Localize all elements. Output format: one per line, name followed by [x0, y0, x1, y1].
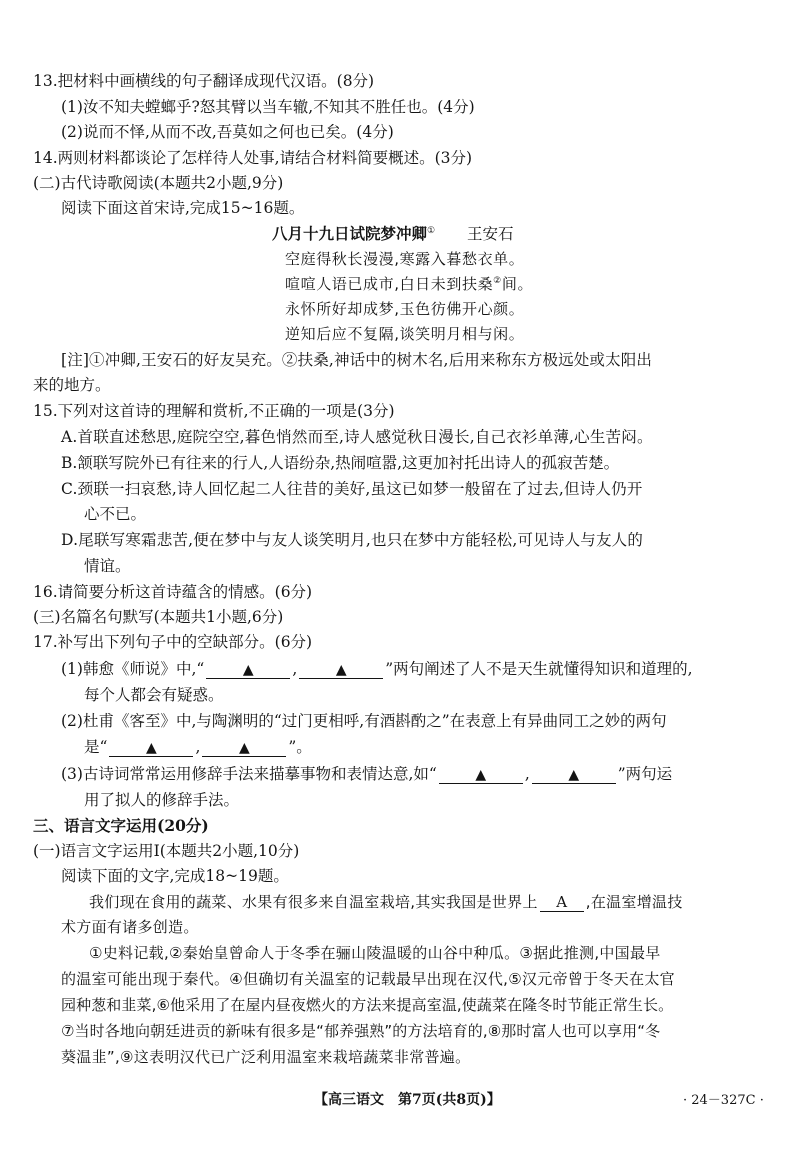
- q15-option-c-line-2: 心不已。: [84, 505, 147, 523]
- sub-language-1-header: (一)语言文字运用Ⅰ(本题共2小题,10分): [33, 842, 300, 860]
- poem-line-2-part1: 喧喧人语已成市,白日未到扶桑: [285, 275, 494, 293]
- page-footer-label: 【高三语文 第7页(共8页)】: [314, 1092, 501, 1108]
- q17-sub3-prefix: (3)古诗词常常运用修辞手法来描摹事物和表情达意,如“: [61, 765, 437, 783]
- q17-sub1-line-2: 每个人都会有疑惑。: [84, 686, 224, 704]
- q17-sub2-line-1: (2)杜甫《客至》中,与陶渊明的“过门更相呼,有酒斟酌之”在表意上有异曲同工之妙的两句: [61, 712, 667, 730]
- blank-marker-icon: ▲: [238, 740, 250, 756]
- q17-sub3-suffix: ”两句运: [617, 765, 673, 783]
- page-footer-code: · 24－327C ·: [683, 1093, 764, 1108]
- q15-option-b: B.颔联写院外已有往来的行人,人语纷杂,热闹喧嚣,这更加衬托出诗人的孤寂苦楚。: [61, 454, 620, 472]
- passage-para-2-line-5: 葵温韭”,⑨这表明汉代已广泛利用温室来栽培蔬菜非常普遍。: [61, 1048, 471, 1066]
- passage-para-1-prefix: 我们现在食用的蔬菜、水果有很多来自温室栽培,其实我国是世界上: [89, 893, 538, 911]
- passage-para-1-line-2: 术方面有诸多创造。: [61, 918, 199, 936]
- blank-marker-icon: ▲: [242, 662, 254, 678]
- passage-para-2-line-3: 园种葱和韭菜,⑥他采用了在屋内昼夜燃火的方法来提高室温,使蔬菜在隆冬时节能正常生长。: [61, 996, 674, 1014]
- sub-language-1-intro: 阅读下面的文字,完成18~19题。: [61, 867, 289, 885]
- passage-para-2-line-2: 的温室可能出现于秦代。④但确切有关温室的记载最早出现在汉代,⑤汉元帝曾于冬天在太官: [61, 970, 675, 988]
- q17-sub1-line-1: [61, 659, 693, 679]
- blank-marker-icon: ▲: [475, 767, 487, 783]
- q15-option-c-line-1: C.颈联一扫哀愁,诗人回忆起二人往昔的美好,虽这已如梦一般留在了过去,但诗人仍开: [61, 480, 643, 498]
- q15-option-d-line-1: D.尾联写寒霜悲苦,便在梦中与友人谈笑明月,也只在梦中方能轻松,可见诗人与友人的: [61, 531, 644, 549]
- blank-marker-icon: ▲: [146, 740, 157, 756]
- blank-marker-icon: ▲: [568, 767, 580, 783]
- q17-sub1-prefix: (1)韩愈《师说》中,“: [61, 660, 205, 678]
- q13-stem: 13.把材料中画横线的句子翻译成现代汉语。(8分): [33, 72, 375, 90]
- poem-title-note: ①: [427, 225, 436, 236]
- passage-para-2-line-1: ①史料记载,②秦始皇曾命人于冬季在骊山陵温暖的山谷中种瓜。③据此推测,中国最早: [89, 944, 661, 962]
- poem-line-4: 逆知后应不复隔,谈笑明月相与闲。: [285, 325, 525, 343]
- q16-stem: 16.请简要分析这首诗蕴含的情感。(6分): [33, 583, 313, 601]
- poem-line-2-part2: 间。: [501, 275, 534, 293]
- q13-sub2: (2)说而不怿,从而不改,吾莫如之何也已矣。(4分): [61, 123, 394, 141]
- q17-sub1-blank-2[interactable]: [299, 661, 383, 679]
- blank-marker-icon: ▲: [335, 662, 347, 678]
- q15-stem: 15.下列对这首诗的理解和赏析,不正确的一项是(3分): [33, 402, 395, 420]
- q17-sub2-line-2: [84, 737, 312, 757]
- q13-sub1: (1)汝不知夫螳螂乎?怒其臂以当车辙,不知其不胜任也。(4分): [61, 98, 475, 116]
- passage-para-2-line-4: ⑦当时各地向朝廷进贡的新味有很多是“郁养强熟”的方法培育的,⑧那时富人也可以享用“冬: [61, 1022, 661, 1040]
- poem-line-3: 永怀所好却成梦,玉色彷佛开心颜。: [285, 300, 525, 318]
- poem-title: 八月十九日试院梦冲卿: [272, 224, 428, 243]
- q17-sub2-prefix: 是“: [84, 738, 108, 756]
- q17-sub1-blank-1[interactable]: [206, 661, 290, 679]
- q17-sub1-separator: ,: [292, 660, 298, 678]
- q15-option-a: A.首联直述愁思,庭院空空,暮色悄然而至,诗人感觉秋日漫长,自己衣衫单薄,心生苦闷。: [61, 428, 653, 446]
- q17-sub3-blank-1[interactable]: [439, 766, 523, 784]
- part-language-header: 三、语言文字运用(20分): [33, 816, 209, 835]
- poem-notes-line-1: [注]①冲卿,王安石的好友吴充。②扶桑,神话中的树木名,后用来称东方极远处或太阳出: [61, 351, 653, 369]
- q17-sub3-blank-2[interactable]: [532, 766, 616, 784]
- q17-stem: 17.补写出下列句子中的空缺部分。(6分): [33, 633, 313, 651]
- poem-line-1: 空庭得秋长漫漫,寒露入暮愁衣单。: [285, 250, 525, 268]
- poem-line-2: [285, 274, 533, 294]
- poem-notes-line-2: 来的地方。: [33, 376, 111, 394]
- q15-option-d-line-2: 情谊。: [84, 557, 131, 575]
- section-dictation-header: (三)名篇名句默写(本题共1小题,6分): [33, 608, 284, 626]
- passage-para-1-suffix: ,在温室增温技: [585, 893, 683, 911]
- q17-sub2-suffix: ”。: [288, 738, 312, 756]
- q17-sub2-separator: ,: [195, 738, 201, 756]
- q17-sub1-suffix: ”两句阐述了人不是天生就懂得知识和道理的,: [385, 660, 693, 678]
- passage-para-1-line-1: [89, 892, 683, 912]
- poem-author: 王安石: [466, 225, 514, 243]
- q17-sub3-separator: ,: [524, 765, 530, 783]
- q17-sub3-line-1: [61, 764, 672, 784]
- poem-title-line: [272, 224, 513, 244]
- section-poetry-header: (二)古代诗歌阅读(本题共2小题,9分): [33, 174, 284, 192]
- q14-stem: 14.两则材料都谈论了怎样待人处事,请结合材料简要概述。(3分): [33, 149, 473, 167]
- q17-sub2-blank-2[interactable]: [202, 739, 286, 757]
- q17-sub3-line-2: 用了拟人的修辞手法。: [84, 791, 240, 809]
- passage-blank-a[interactable]: A: [540, 894, 584, 912]
- q17-sub2-blank-1[interactable]: [109, 739, 193, 757]
- section-poetry-intro: 阅读下面这首宋诗,完成15~16题。: [61, 199, 305, 217]
- poem-line-2-note: ②: [493, 276, 502, 286]
